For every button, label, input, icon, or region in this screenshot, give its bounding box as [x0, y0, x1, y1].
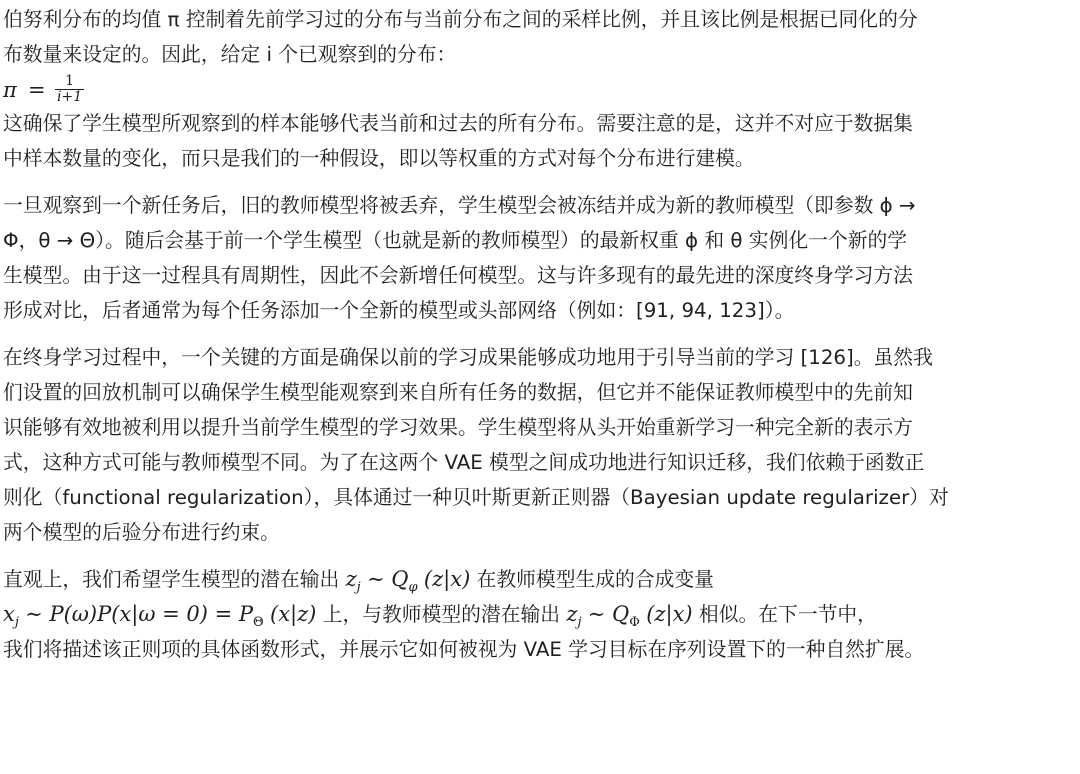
formula-lhs: π — [3, 78, 17, 102]
math-var: ∼ P(ω)P(x|ω = 0) = P — [25, 602, 254, 626]
text-line: 识能够有效地被利用以提升当前学生模型的学习效果。学生模型将从头开始重新学习一种完全新的表示方 — [3, 416, 913, 439]
paragraph-new-task — [3, 188, 1077, 328]
math-var: z — [345, 567, 357, 591]
paragraph-bernoulli-mean — [3, 2, 1077, 72]
formula-fraction — [55, 74, 84, 105]
text-line: 这确保了学生模型所观察到的样本能够代表当前和过去的所有分布。需要注意的是，这并不对应于数据集 — [3, 112, 913, 135]
math-var: z — [566, 602, 578, 626]
text-run: 上，与教师模型的潜在输出 — [322, 603, 561, 626]
paragraph-gap — [3, 176, 1077, 188]
text-line-with-math — [3, 597, 1077, 632]
text-run: 直观上，我们希望学生模型的潜在输出 — [3, 568, 340, 591]
text-line: 式，这种方式可能与教师模型不同。为了在这两个 VAE 模型之间成功地进行知识迁移，我们依赖于函数正 — [3, 451, 925, 474]
math-z-given-x: (z|x) — [646, 602, 693, 626]
paragraph-lifelong-learning — [3, 340, 1077, 550]
text-line: 两个模型的后验分布进行约束。 — [3, 521, 280, 544]
fraction-numerator: 1 — [55, 74, 84, 90]
text-line: 生模型。由于这一过程具有周期性，因此不会新增任何模型。这与许多现有的最先进的深度终身学习方法 — [3, 264, 913, 287]
math-x-given-z: (x|z) — [270, 602, 317, 626]
math-var: x — [3, 602, 15, 626]
text-line: 我们将描述该正则项的具体函数形式，并展示它如何被视为 VAE 学习目标在序列设置下的一种自然扩展。 — [3, 638, 925, 661]
math-sub: j — [356, 580, 361, 596]
math-z-j — [345, 567, 361, 596]
math-z-given-x: (z|x) — [423, 567, 471, 591]
text-line: 伯努利分布的均值 π 控制着先前学习过的分布与当前分布之间的采样比例，并且该比例是根据已同化的分 — [3, 8, 918, 31]
text-run: 相似。在下一节中， — [698, 603, 877, 626]
math-sub: j — [577, 615, 582, 631]
text-line: Φ，θ → Θ）。随后会基于前一个学生模型（也就是新的教师模型）的最新权重 ϕ 和 θ 实例化一个新的学 — [3, 229, 908, 252]
text-line: 则化（functional regularization），具体通过一种贝叶斯更新正则器（Bayesian update regularizer）对 — [3, 486, 949, 509]
math-q-Phi — [587, 602, 640, 631]
formula-pi — [3, 72, 1077, 112]
text-line: 中样本数量的变化，而只是我们的一种假设，即以等权重的方式对每个分布进行建模。 — [3, 147, 755, 170]
math-sub: φ — [408, 580, 418, 596]
text-line: 形成对比，后者通常为每个任务添加一个全新的模型或头部网络（例如：[91, 94, 123]）。 — [3, 299, 795, 322]
document-page — [3, 0, 1077, 667]
math-sub: j — [14, 615, 19, 631]
math-x-j — [3, 602, 19, 631]
text-line: 在终身学习过程中，一个关键的方面是确保以前的学习成果能够成功地用于引导当前的学习 [126]。虽然我 — [3, 346, 933, 369]
text-line: 一旦观察到一个新任务后，旧的教师模型将被丢弃，学生模型会被冻结并成为新的教师模型（即参数 ϕ → — [3, 194, 916, 217]
math-z-j — [566, 602, 582, 631]
paragraph-equal-weight — [3, 106, 1077, 176]
text-line: 们设置的回放机制可以确保学生模型能观察到来自所有任务的数据，但它并不能保证教师模型中的先前知 — [3, 381, 913, 404]
math-var: ∼ Q — [587, 602, 630, 626]
math-var: ∼ Q — [367, 567, 409, 591]
text-line: 布数量来设定的。因此，给定 i 个已观察到的分布： — [3, 43, 457, 66]
math-sub: Φ — [629, 615, 640, 631]
paragraph-intuition — [3, 562, 1077, 667]
math-q-phi — [367, 567, 418, 596]
text-run: 在教师模型生成的合成变量 — [476, 568, 714, 591]
paragraph-gap — [3, 328, 1077, 340]
paragraph-gap — [3, 550, 1077, 562]
text-line-with-math — [3, 562, 1077, 597]
fraction-denominator: i+1 — [57, 89, 83, 105]
formula-equals: = — [28, 78, 46, 102]
math-sub: Θ — [253, 615, 264, 631]
math-p-omega — [25, 602, 264, 631]
